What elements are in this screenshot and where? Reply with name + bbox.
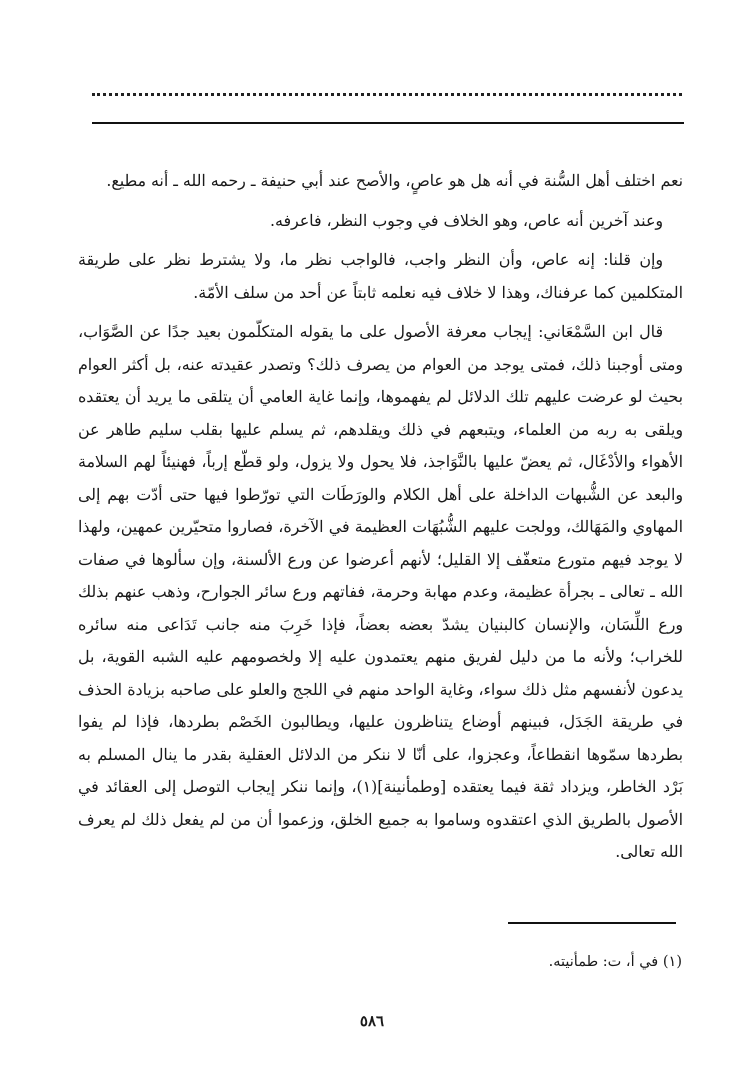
header-solid-rule (92, 122, 684, 124)
paragraph-1: نعم اختلف أهل السُّنة في أنه هل هو عاصٍ، والأصح عند أبي حنيفة ـ رحمه الله ـ أنه مطيع. (106, 171, 683, 190)
paragraph-2: وعند آخرين أنه عاص، وهو الخلاف في وجوب النظر، فاعرفه. (269, 210, 663, 230)
paragraph-3: وإن قلنا: إنه عاص، وأن النظر واجب، فالواجب نظر ما، ولا يشترط نظر على طريقة المتكلمين كما عرفناك، وهذا لا خلاف فيه نعلمه ثابتاً عن أحد من سلف الأمّة. (78, 250, 683, 302)
footnote-number: (١) (662, 954, 682, 970)
main-text (78, 165, 683, 869)
footnote-text: في أ، ت: طمأنيته. (548, 954, 659, 970)
footnote (549, 950, 682, 974)
page-number: ٥٨٦ (359, 1012, 385, 1030)
paragraph-4: قال ابن السَّمْعَاني: إيجاب معرفة الأصول على ما يقوله المتكلّمون بعيد جدًا عن الصَّوَاب، ومتى أوجبنا ذلك، فمتى يوجد من العوام من يصرف ذلك؟ وتصدر عقيدته عنه، بل أكثر العوام بحيث لو عرضت عليهم تلك الدلائل لم يفهموها، وإنما غاية العامي أن يتلقى ما يريد أن يعتقده ويلقى به ربه من العلماء، ويتبعهم في ذلك ويقلدهم، ثم يسلم عليها بقلب سليم طاهر عن الأهواء والأدْغَال، ثم يعضّ عليها بالنَّوَاجذ، فلا يحول ولا يزول، ولو قطّع إرباً، فهنيئاً لهم السلامة والبعد عن الشُّبهات الداخلة على أهل الكلام والورَطَات التي تورّطوا فيها حتى أدّت بهم إلى المهاوي والمَهَالك، وولجت عليهم الشُّبُهَات العظيمة في الآخرة، فصاروا متحيّرين عمهين، ولهذا لا يوجد فيهم متورع متعفّف إلا القليل؛ لأنهم أعرضوا عن ورع الألسنة، وإن سألوها في صفات الله ـ تعالى ـ بجرأة عظيمة، وعدم مهابة وحرمة، ففاتهم ورع سائر الجوارح، وذهب عنهم بذلك ورع اللِّسَان، والإنسان كالبنيان يشدّ بعضه بعضاً، فإذا خَرِبَ منه جانب تَدَاعى منه سائره للخراب؛ ولأنه ما من دليل لفريق منهم يعتمدون عليه إلا ولخصومهم عليه الشبه القوية، بل يدعون لأنفسهم مثل ذلك سواء، وغاية الواحد منهم في اللجج والعلو على صاحبه بزيادة الحذف في طريقة الجَدَل، فبينهم أوضاع يتناظرون عليها، ويطالبون الخَصْم بطردها، فإذا لم يفوا بطردها سمّوها انقطاعاً، وعجزوا، على أنّا لا ننكر من الدلائل العقلية بقدر ما ينال المسلم به بَرْد الخاطر، ويزداد ثقة فيما يعتقده [وطمأنينة](١)، وإنما ننكر إيجاب التوصل إلى العقائد في الأصول بالطريق الذي اعتقدوه وساموا به جميع الخلق، وزعموا أن من لم يفعل ذلك لم يعرف الله تعالى. (78, 322, 683, 861)
header-dotted-rule (92, 93, 682, 96)
footnote-separator (508, 922, 676, 924)
